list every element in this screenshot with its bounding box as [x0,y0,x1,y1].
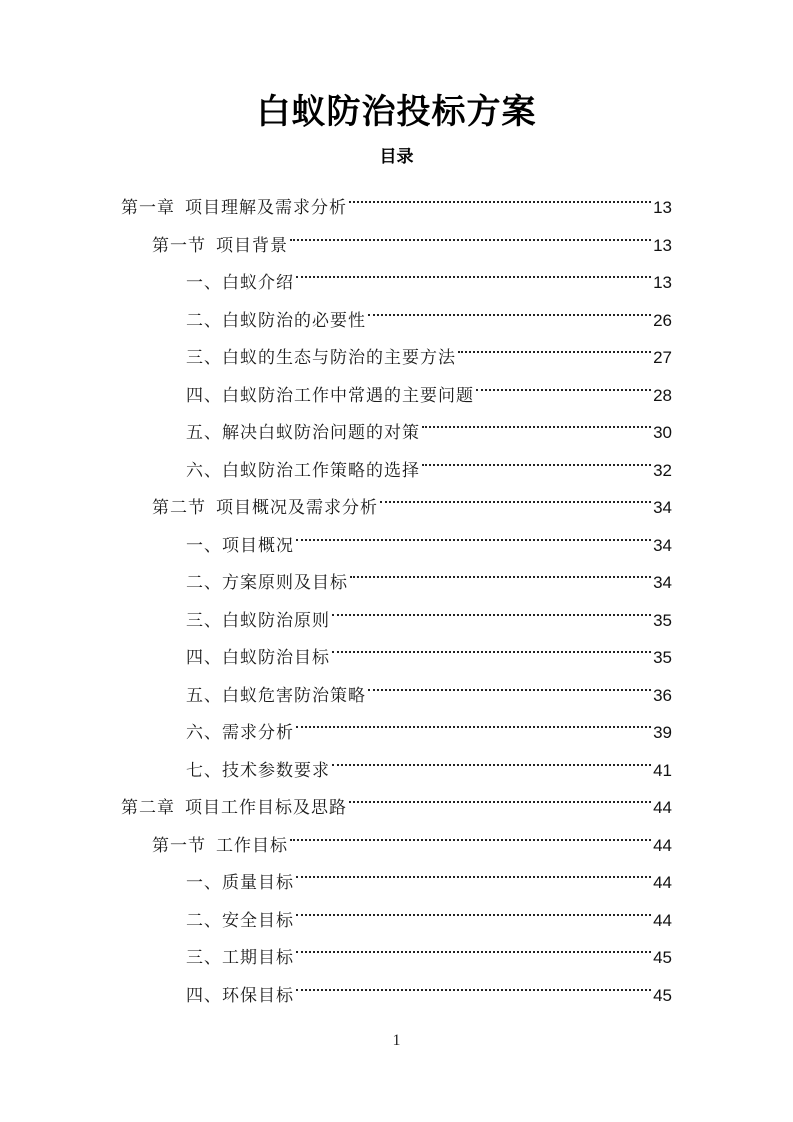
toc-entry[interactable] [186,401,672,443]
toc-entry-prefix: 第二章 [121,798,175,818]
toc-entry-text: 项目工作目标及思路 [185,798,347,818]
toc-entry-text: 项目背景 [216,235,288,256]
toc-entry[interactable] [186,514,672,556]
toc-entry-text: 环保目标 [222,985,294,1006]
document-title: 白蚁防治投标方案 [256,92,537,132]
toc-entry-page: 34 [653,498,672,517]
toc-entry-prefix: 二、 [186,910,222,931]
toc-entry-page: 26 [653,310,672,330]
page-number: 1 [392,1032,401,1049]
toc-entry-text: 项目概况及需求分析 [216,498,378,518]
toc-entry-text: 白蚁防治工作策略的选择 [222,460,420,481]
toc-entry-page: 45 [653,948,672,967]
toc-entry-page: 28 [653,385,672,405]
toc-entry-page: 13 [653,198,672,217]
dot-leader [349,176,651,213]
dot-leader [296,926,651,963]
dot-leader [296,964,651,1001]
dot-leader [296,889,651,926]
toc-entry-page: 13 [653,235,672,255]
toc-entry-page: 39 [653,723,672,742]
toc-entry[interactable] [186,926,672,968]
toc-entry-text: 质量目标 [222,873,294,893]
toc-heading: 目录 [379,147,414,167]
toc-entry[interactable] [186,664,672,706]
toc-entry-text: 需求分析 [222,723,294,743]
toc-entry-prefix: 四、 [186,985,222,1006]
toc-entry-page: 27 [653,348,672,367]
toc-entry-text: 项目概况 [222,535,294,556]
toc-entry[interactable] [152,214,672,256]
toc-entry-page: 36 [653,685,672,705]
toc-entry[interactable] [186,589,672,631]
toc-entry-prefix: 二、 [186,573,222,593]
toc-entry[interactable] [186,889,672,931]
toc-entry-text: 项目理解及需求分析 [185,198,347,218]
toc-entry-page: 41 [653,760,672,780]
toc-entry-prefix: 五、 [186,685,222,706]
toc-entry-text: 白蚁防治的必要性 [222,310,366,331]
toc-entry-text: 安全目标 [222,910,294,931]
toc-entry-text: 白蚁介绍 [222,273,294,293]
dot-leader [290,214,651,251]
toc-entry-prefix: 一、 [186,873,222,893]
toc-entry-page: 44 [653,835,672,855]
toc-entry[interactable] [186,364,672,406]
dot-leader [368,289,651,326]
dot-leader [476,364,651,401]
toc-entry-page: 44 [653,798,672,817]
toc-entry-prefix: 一、 [186,273,222,293]
toc-entry-page: 13 [653,273,672,292]
toc-entry-text: 白蚁的生态与防治的主要方法 [222,348,456,368]
toc-entry-prefix: 六、 [186,460,222,481]
toc-entry-label [186,978,294,1015]
dot-leader [458,326,651,363]
toc-entry[interactable] [186,439,672,481]
toc-entry-prefix: 六、 [186,723,222,743]
toc-entry-page: 34 [653,535,672,555]
toc-entry-prefix: 第二节 [152,498,206,518]
toc-entry[interactable] [186,701,672,743]
toc-entry-prefix: 七、 [186,760,222,781]
toc-entry-prefix: 四、 [186,648,222,668]
dot-leader [380,476,651,513]
toc-entry[interactable] [152,476,672,518]
toc-entry[interactable] [186,251,672,293]
toc-entry-prefix: 第一节 [152,835,206,856]
dot-leader [349,776,651,813]
toc-entry-page: 35 [653,610,672,630]
toc-entry-page: 44 [653,910,672,930]
dot-leader [422,439,651,476]
toc-entry-page: 34 [653,573,672,592]
toc-entry-prefix: 三、 [186,948,222,968]
toc-entry-text: 技术参数要求 [222,760,330,781]
dot-leader [332,589,651,626]
toc-entry-page: 35 [653,648,672,667]
toc-entry[interactable] [121,176,672,218]
toc-entry-text: 工期目标 [222,948,294,968]
dot-leader [332,626,651,663]
toc-entry-text: 工作目标 [216,835,288,856]
dot-leader [296,851,651,888]
toc-entry-prefix: 二、 [186,310,222,331]
toc-entry-page: 30 [653,423,672,442]
toc-entry-text: 白蚁防治目标 [222,648,330,668]
toc-entry[interactable] [186,851,672,893]
dot-leader [296,251,651,288]
toc-entry-prefix: 第一章 [121,198,175,218]
toc-entry-prefix: 一、 [186,535,222,556]
toc-entry-text: 方案原则及目标 [222,573,348,593]
toc-entry-prefix: 三、 [186,348,222,368]
toc-entry-prefix: 第一节 [152,235,206,256]
toc-entry[interactable] [152,814,672,856]
toc-entry-prefix: 三、 [186,610,222,631]
dot-leader [290,814,651,851]
dot-leader [422,401,651,438]
toc-entry-prefix: 四、 [186,385,222,406]
toc-entry-page: 32 [653,460,672,480]
dot-leader [332,739,651,776]
toc-entry[interactable] [186,964,672,1006]
toc-entry[interactable] [121,776,672,818]
toc-entry-page: 44 [653,873,672,892]
dot-leader [368,664,651,701]
toc-entry-text: 解决白蚁防治问题的对策 [222,423,420,443]
toc-entry-page: 45 [653,985,672,1005]
toc-entry-text: 白蚁防治工作中常遇的主要问题 [222,385,474,406]
toc-entry[interactable] [186,289,672,331]
dot-leader [296,701,651,738]
toc-entry[interactable] [186,626,672,668]
toc-entry[interactable] [186,326,672,368]
toc-entry-text: 白蚁防治原则 [222,610,330,631]
toc-entry[interactable] [186,739,672,781]
toc-entry[interactable] [186,551,672,593]
toc-entry-prefix: 五、 [186,423,222,443]
toc-entry-text: 白蚁危害防治策略 [222,685,366,706]
dot-leader [350,551,651,588]
dot-leader [296,514,651,551]
